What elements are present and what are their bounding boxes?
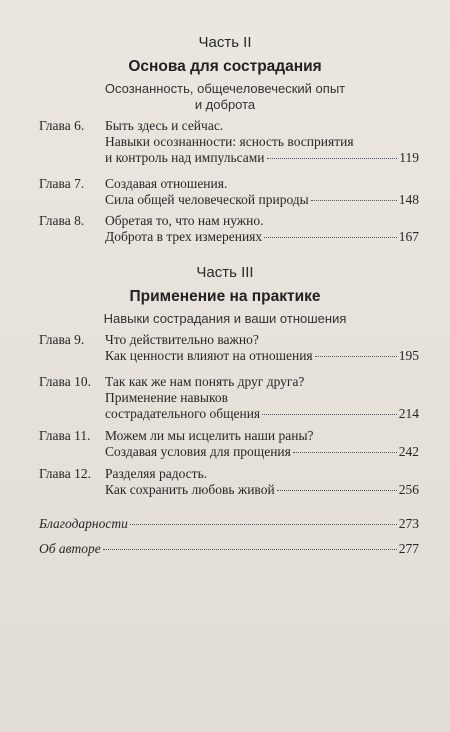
back-matter-label: Благодарности — [39, 516, 128, 531]
toc-entry-chapter-8[interactable] — [39, 213, 419, 245]
chapter-label: Глава 6. — [39, 118, 85, 133]
part-label: Часть III — [196, 264, 254, 281]
chapter-title-line: сострадательного общения — [105, 406, 261, 421]
toc-entry-chapter-10[interactable] — [39, 374, 419, 422]
dot-leader — [264, 237, 397, 238]
chapter-title-line: Создавая условия для прощения — [105, 444, 291, 459]
page-number: 214 — [398, 406, 419, 421]
dot-leader — [267, 158, 398, 159]
chapter-title-line: Применение навыков — [105, 390, 228, 405]
part-subtitle — [0, 81, 450, 113]
part-header — [0, 264, 450, 327]
dot-leader — [277, 490, 397, 491]
part-title: Основа для сострадания — [128, 58, 322, 75]
chapter-title-line: Быть здесь и сейчас. — [105, 118, 224, 133]
chapter-title-line: Создавая отношения. — [105, 176, 228, 191]
chapter-label: Глава 12. — [39, 466, 91, 481]
part-header — [0, 34, 450, 113]
chapter-title-line: Как ценности влияют на отношения — [105, 348, 313, 363]
part-subtitle — [0, 311, 450, 327]
chapter-label: Глава 10. — [39, 374, 91, 389]
chapter-title-line: и контроль над импульсами — [105, 150, 265, 165]
part-subtitle-line: Навыки сострадания и ваши отношения — [103, 311, 347, 326]
part-subtitle-line: и доброта — [194, 97, 256, 112]
page-number: 273 — [398, 516, 419, 531]
chapter-title-line: Разделяя радость. — [105, 466, 208, 481]
chapter-title-line: Можем ли мы исцелить наши раны? — [105, 428, 314, 443]
dot-leader — [103, 549, 397, 550]
chapter-title-line: Навыки осознанности: ясность восприятия — [105, 134, 354, 149]
chapter-title-line: Так как же нам понять друг друга? — [105, 374, 305, 389]
dot-leader — [293, 452, 397, 453]
chapter-title-line: Сила общей человеческой природы — [105, 192, 309, 207]
page-number: 242 — [398, 444, 419, 459]
dot-leader — [262, 414, 397, 415]
chapter-title-line: Обретая то, что нам нужно. — [105, 213, 264, 228]
page-number: 195 — [398, 348, 419, 363]
page-number: 119 — [399, 150, 419, 165]
part-label: Часть II — [198, 34, 252, 51]
dot-leader — [130, 524, 397, 525]
toc-entry-chapter-7[interactable] — [39, 176, 419, 208]
toc-entry-chapter-12[interactable] — [39, 466, 419, 498]
toc-entry-chapter-9[interactable] — [39, 332, 419, 364]
page-number: 256 — [398, 482, 419, 497]
toc-entry-about-author[interactable] — [39, 541, 419, 557]
chapter-title-line: Что действительно важно? — [105, 332, 259, 347]
dot-leader — [315, 356, 397, 357]
chapter-label: Глава 7. — [39, 176, 85, 191]
page-number: 148 — [398, 192, 419, 207]
chapter-title-line: Доброта в трех измерениях — [105, 229, 263, 244]
page-number: 167 — [398, 229, 419, 244]
part-subtitle-line: Осознанность, общечеловеческий опыт — [104, 81, 346, 96]
page-number: 277 — [398, 541, 419, 556]
part-title: Применение на практике — [129, 288, 321, 305]
dot-leader — [311, 200, 397, 201]
chapter-label: Глава 8. — [39, 213, 85, 228]
chapter-label: Глава 9. — [39, 332, 85, 347]
toc-entry-chapter-6[interactable] — [39, 118, 419, 166]
chapter-title-line: Как сохранить любовь живой — [105, 482, 275, 497]
back-matter-label: Об авторе — [39, 541, 101, 556]
chapter-label: Глава 11. — [39, 428, 91, 443]
toc-entry-acknowledgements[interactable] — [39, 516, 419, 532]
toc-entry-chapter-11[interactable] — [39, 428, 419, 460]
